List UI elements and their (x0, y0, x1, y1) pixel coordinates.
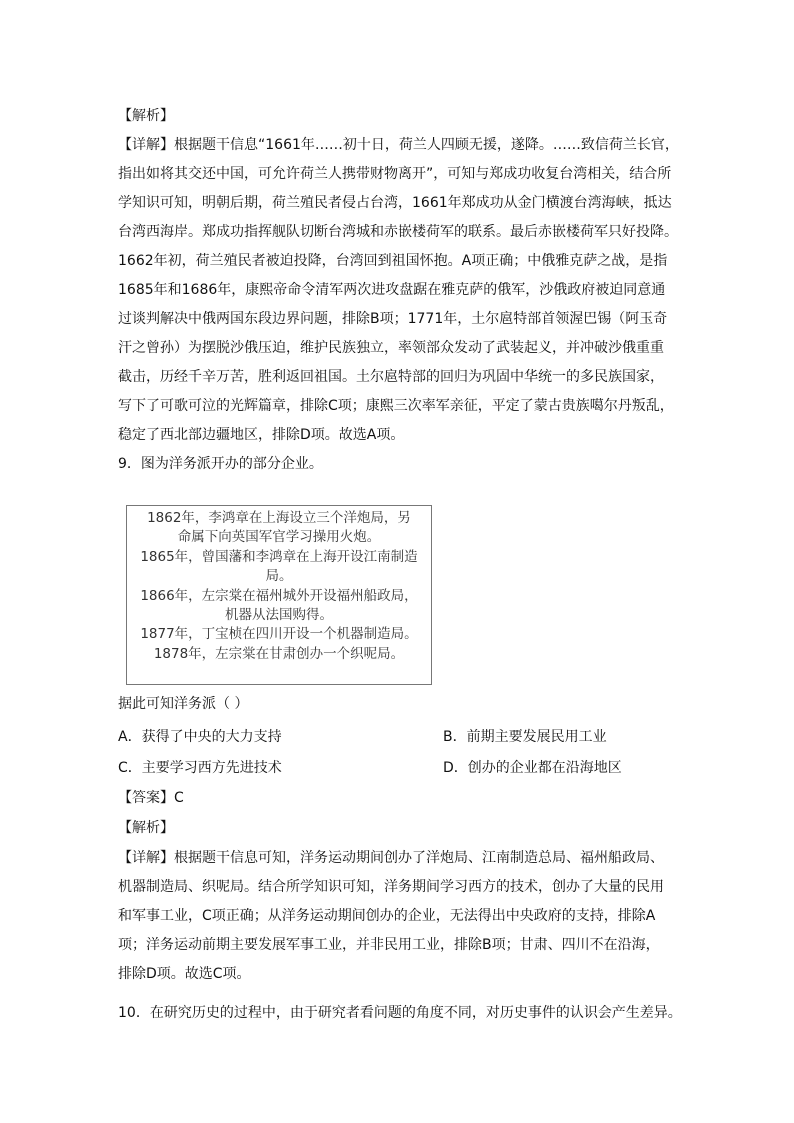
detail-line: 汗之曾孙）为摆脱沙俄压迫，维护民族独立，率领部众发动了武装起义，并冲破沙俄重重 (118, 340, 664, 356)
enterprise-table-image (126, 505, 432, 685)
question-9-stem: 9．图为洋务派开办的部分企业。 (118, 456, 323, 472)
detail-line: 截击，历经千辛万苦，胜利返回祖国。土尔扈特部的回归为巩固中华统一的多民族国家， (118, 369, 664, 385)
option-c: C．主要学习西方先进技术 (118, 760, 282, 776)
question-10-stem: 10．在研究历史的过程中，由于研究者看问题的角度不同，对历史事件的认识会产生差异。 (118, 1005, 682, 1021)
detail-line: 稳定了西北部边疆地区，排除D项。故选A项。 (118, 427, 405, 443)
detail-line: 1662年初，荷兰殖民者被迫投降，台湾回到祖国怀抱。A项正确；中俄雅克萨之战，是指 (118, 253, 668, 269)
box-line: 命属下向英国军官学习操用火炮。 (177, 529, 381, 546)
detail-line: 写下了可歌可泣的光辉篇章，排除C项；康熙三次率军亲征，平定了蒙古贵族噶尔丹叛乱， (118, 398, 674, 414)
detail-line: 和军事工业，C项正确；从洋务运动期间创办的企业，无法得出中央政府的支持，排除A (118, 908, 656, 924)
question-9-prompt: 据此可知洋务派（ ） (118, 696, 249, 712)
box-line: 1862年，李鸿章在上海设立三个洋炮局，另 (147, 510, 411, 526)
box-line: 1865年，曾国藩和李鸿章在上海开设江南制造 (140, 548, 418, 565)
box-line: 局。 (265, 568, 293, 585)
box-line: 1878年，左宗棠在甘肃创办一个织呢局。 (153, 645, 405, 662)
detail-line: 指出如将其交还中国，可允许荷兰人携带财物离开”，可知与郑成功收复台湾相关，结合所 (118, 166, 672, 182)
box-line: 机器从法国购得。 (225, 607, 333, 624)
answer: 【答案】C (118, 790, 184, 806)
detail-line: 机器制造局、织呢局。结合所学知识可知，洋务期间学习西方的技术，创办了大量的民用 (118, 879, 664, 895)
detail-line: 排除D项。故选C项。 (118, 966, 251, 982)
analysis-heading: 【解析】 (118, 820, 174, 836)
option-d: D．创办的企业都在沿海地区 (443, 760, 622, 776)
detail-line: 台湾西海岸。郑成功指挥舰队切断台湾城和赤嵌楼荷军的联系。最后赤嵌楼荷军只好投降。 (118, 224, 678, 240)
detail-line: 过谈判解决中俄两国东段边界问题，排除B项；1771年，土尔扈特部首领渥巴锡（阿玉奇 (118, 311, 668, 327)
option-a: A．获得了中央的大力支持 (118, 729, 282, 745)
detail-line: 1685年和1686年，康熙帝命令清军两次进攻盘踞在雅克萨的俄军，沙俄政府被迫同意通 (118, 282, 666, 298)
option-b: B．前期主要发展民用工业 (443, 729, 607, 745)
detail-line: 【详解】根据题干信息可知，洋务运动期间创办了洋炮局、江南制造总局、福州船政局、 (118, 850, 664, 866)
detail-line: 【详解】根据题干信息“1661年……初十日，荷兰人四顾无援，遂降。……致信荷兰长官， (118, 137, 679, 153)
analysis-heading: 【解析】 (118, 108, 174, 124)
detail-line: 项；洋务运动前期主要发展军事工业，并非民用工业，排除B项；甘肃、四川不在沿海， (118, 937, 660, 953)
box-line: 1866年，左宗棠在福州城外开设福州船政局， (140, 587, 418, 604)
detail-line: 学知识可知，明朝后期，荷兰殖民者侵占台湾，1661年郑成功从金门横渡台湾海峡，抵达 (118, 195, 672, 211)
box-line: 1877年，丁宝桢在四川开设一个机器制造局。 (140, 626, 418, 643)
